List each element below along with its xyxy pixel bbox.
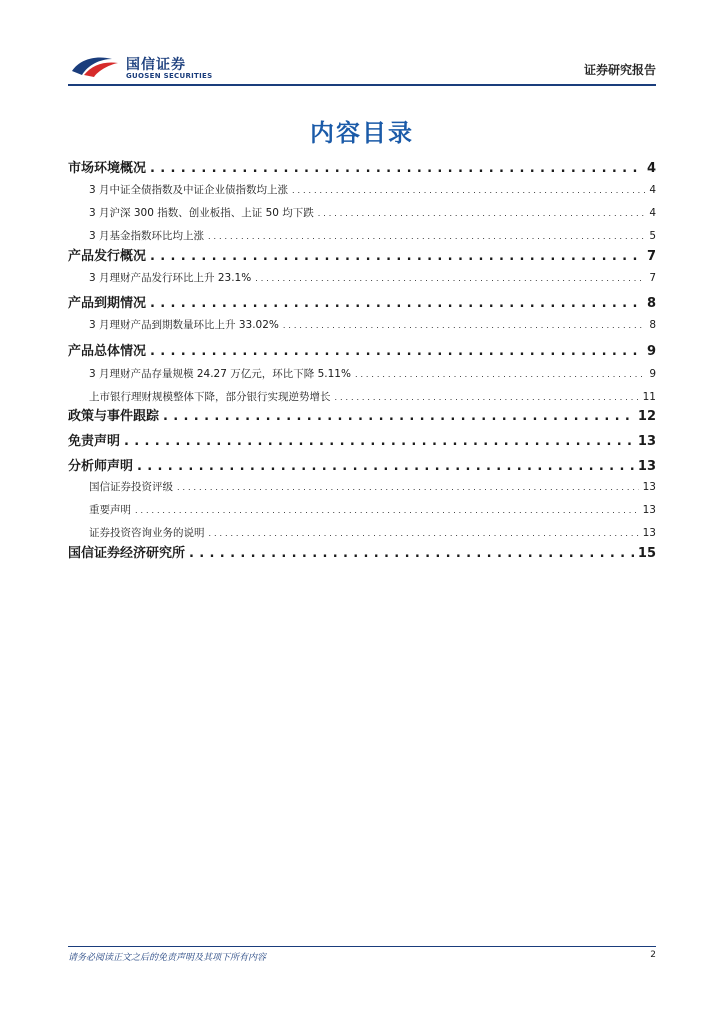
toc-subsection-entry[interactable] [68, 366, 656, 381]
toc-entry-label: 3 月基金指数环比均上涨 [89, 230, 205, 242]
toc-entry-label: 国信证券投资评级 [89, 481, 173, 493]
toc-entry-label: 市场环境概况 [68, 161, 147, 176]
toc-section-entry[interactable] [68, 292, 656, 311]
toc-entry-label: 产品发行概况 [68, 249, 147, 264]
toc-section-entry[interactable] [68, 405, 656, 424]
toc-entry-label: 分析师声明 [68, 459, 134, 474]
toc-subsection-entry[interactable] [68, 389, 656, 404]
toc-entry-page: 7 [646, 249, 656, 264]
toc-subsection-entry[interactable] [68, 317, 656, 332]
toc-entry-page: 11 [642, 391, 656, 403]
toc-dot-leader [335, 393, 639, 402]
toc-entry-page: 15 [637, 546, 656, 561]
toc-dot-leader [150, 161, 643, 176]
guosen-logo [68, 48, 228, 84]
page-header [68, 48, 656, 88]
toc-entry-page: 4 [649, 207, 656, 219]
toc-dot-leader [135, 506, 639, 515]
toc-dot-leader [189, 546, 634, 561]
toc-entry-page: 7 [649, 272, 656, 284]
toc-section-entry[interactable] [68, 340, 656, 359]
toc-entry-page: 4 [649, 184, 656, 196]
toc-entry-label: 3 月沪深 300 指数、创业板指、上证 50 均下跌 [89, 207, 314, 219]
toc-entry-page: 13 [642, 504, 656, 516]
logo-english-text: GUOSEN SECURITIES [126, 72, 213, 80]
toc-subsection-entry[interactable] [68, 228, 656, 243]
toc-subsection-entry[interactable] [68, 525, 656, 540]
toc-entry-label: 免责声明 [68, 434, 121, 449]
toc-subsection-entry[interactable] [68, 182, 656, 197]
toc-dot-leader [150, 344, 643, 359]
toc-entry-page: 8 [649, 319, 656, 331]
toc-entry-label: 国信证券经济研究所 [68, 546, 186, 561]
footer-disclaimer: 请务必阅读正文之后的免责声明及其项下所有内容 [68, 953, 267, 963]
toc-dot-leader [137, 459, 634, 474]
header-divider [68, 84, 656, 86]
toc-dot-leader [355, 370, 645, 379]
toc-dot-leader [292, 186, 645, 195]
toc-entry-page: 13 [637, 459, 656, 474]
toc-entry-page: 9 [649, 368, 656, 380]
toc-entry-label: 政策与事件跟踪 [68, 409, 160, 424]
toc-entry-label: 产品总体情况 [68, 344, 147, 359]
toc-section-entry[interactable] [68, 245, 656, 264]
report-type-label: 证券研究报告 [583, 63, 656, 77]
toc-entry-label: 3 月中证全债指数及中证企业债指数均上涨 [89, 184, 289, 196]
toc-subsection-entry[interactable] [68, 270, 656, 285]
toc-entry-page: 8 [646, 296, 656, 311]
toc-entry-label: 产品到期情况 [68, 296, 147, 311]
page-number: 2 [650, 950, 656, 960]
toc-subsection-entry[interactable] [68, 205, 656, 220]
toc-section-entry[interactable] [68, 157, 656, 176]
toc-dot-leader [177, 483, 639, 492]
toc-entry-label: 证券投资咨询业务的说明 [89, 527, 205, 539]
toc-dot-leader [163, 409, 634, 424]
toc-subsection-entry[interactable] [68, 479, 656, 494]
toc-entry-page: 4 [646, 161, 656, 176]
toc-dot-leader [283, 321, 645, 330]
toc-dot-leader [209, 529, 639, 538]
toc-entry-page: 9 [646, 344, 656, 359]
toc-entry-page: 13 [642, 527, 656, 539]
toc-entry-label: 3 月理财产品发行环比上升 23.1% [89, 272, 252, 284]
toc-subsection-entry[interactable] [68, 502, 656, 517]
toc-entry-label: 上市银行理财规模整体下降，部分银行实现逆势增长 [89, 391, 331, 403]
toc-dot-leader [150, 249, 643, 264]
toc-dot-leader [255, 274, 645, 283]
guosen-logo-icon [70, 53, 120, 79]
toc-dot-leader [208, 232, 645, 241]
toc-entry-page: 12 [637, 409, 656, 424]
toc-section-entry[interactable] [68, 455, 656, 474]
toc-entry-label: 重要声明 [89, 504, 131, 516]
logo-chinese-text: 国信证券 [126, 57, 186, 73]
toc-section-entry[interactable] [68, 430, 656, 449]
toc-title: 内容目录 [310, 119, 414, 147]
toc-entry-page: 5 [649, 230, 656, 242]
toc-section-entry[interactable] [68, 542, 656, 561]
toc-entry-label: 3 月理财产品到期数量环比上升 33.02% [89, 319, 279, 331]
toc-entry-label: 3 月理财产品存量规模 24.27 万亿元，环比下降 5.11% [89, 368, 351, 380]
toc-entry-page: 13 [637, 434, 656, 449]
toc-dot-leader [150, 296, 643, 311]
footer-divider [68, 946, 656, 947]
toc-dot-leader [124, 434, 634, 449]
toc-entry-page: 13 [642, 481, 656, 493]
toc-dot-leader [318, 209, 646, 218]
